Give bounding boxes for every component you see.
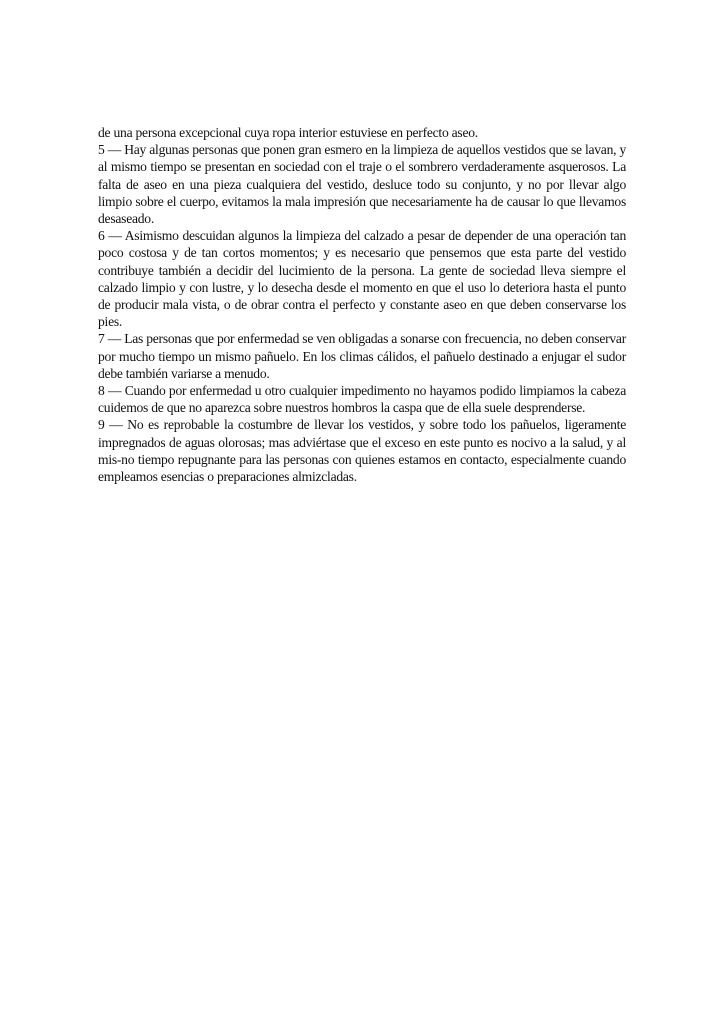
paragraph-8: 8 — Cuando por enfermedad u otro cualquier impedimento no hayamos podido limpiamos la cabeza cuidemos de que no aparezca sobre nuestros hombros la caspa que de ella suele desprenderse. — [98, 383, 626, 416]
body-text — [98, 124, 626, 485]
paragraph-7: 7 — Las personas que por enfermedad se ven obligadas a sonarse con frecuencia, no deben conservar por mucho tiempo un mismo pañuelo. En los climas cálidos, el pañuelo destinado a enjugar el sudor debe también variarse a menudo. — [98, 331, 626, 381]
paragraph-5: 5 — Hay algunas personas que ponen gran esmero en la limpieza de aquellos vestidos que se lavan, y al mismo tiempo se presentan en sociedad con el traje o el sombrero verdaderamente asquerosos. La falta de aseo en una pieza cualquiera del vestido, desluce todo su conjunto, y no por llevar algo limpio sobre el cuerpo, evitamos la mala impresión que necesariamente ha de causar lo que llevamos desaseado. — [98, 142, 626, 227]
paragraph-9: 9 — No es reprobable la costumbre de llevar los vestidos, y sobre todo los pañuelos, ligeramente impregnados de aguas olorosas; mas adviértase que el exceso en este punto es nocivo a la salud, y al mis-no tiempo repugnante para las personas con quienes estamos en contacto, especialmente cuando empleamos esencias o preparaciones almizcladas. — [98, 417, 626, 485]
paragraph-continuation: de una persona excepcional cuya ropa interior estuviese en perfecto aseo. — [98, 125, 478, 140]
paragraph-6: 6 — Asimismo descuidan algunos la limpieza del calzado a pesar de depender de una operación tan poco costosa y de tan cortos momentos; y es necesario que pensemos que esta parte del vestido contribuye también a decidir del lucimiento de la persona. La gente de sociedad lleva siempre el calzado limpio y con lustre, y lo desecha desde el momento en que el uso lo deteriora hasta el punto de producir mala vista, o de obrar contra el perfecto y constante aseo en que deben conservarse los pies. — [98, 228, 626, 330]
